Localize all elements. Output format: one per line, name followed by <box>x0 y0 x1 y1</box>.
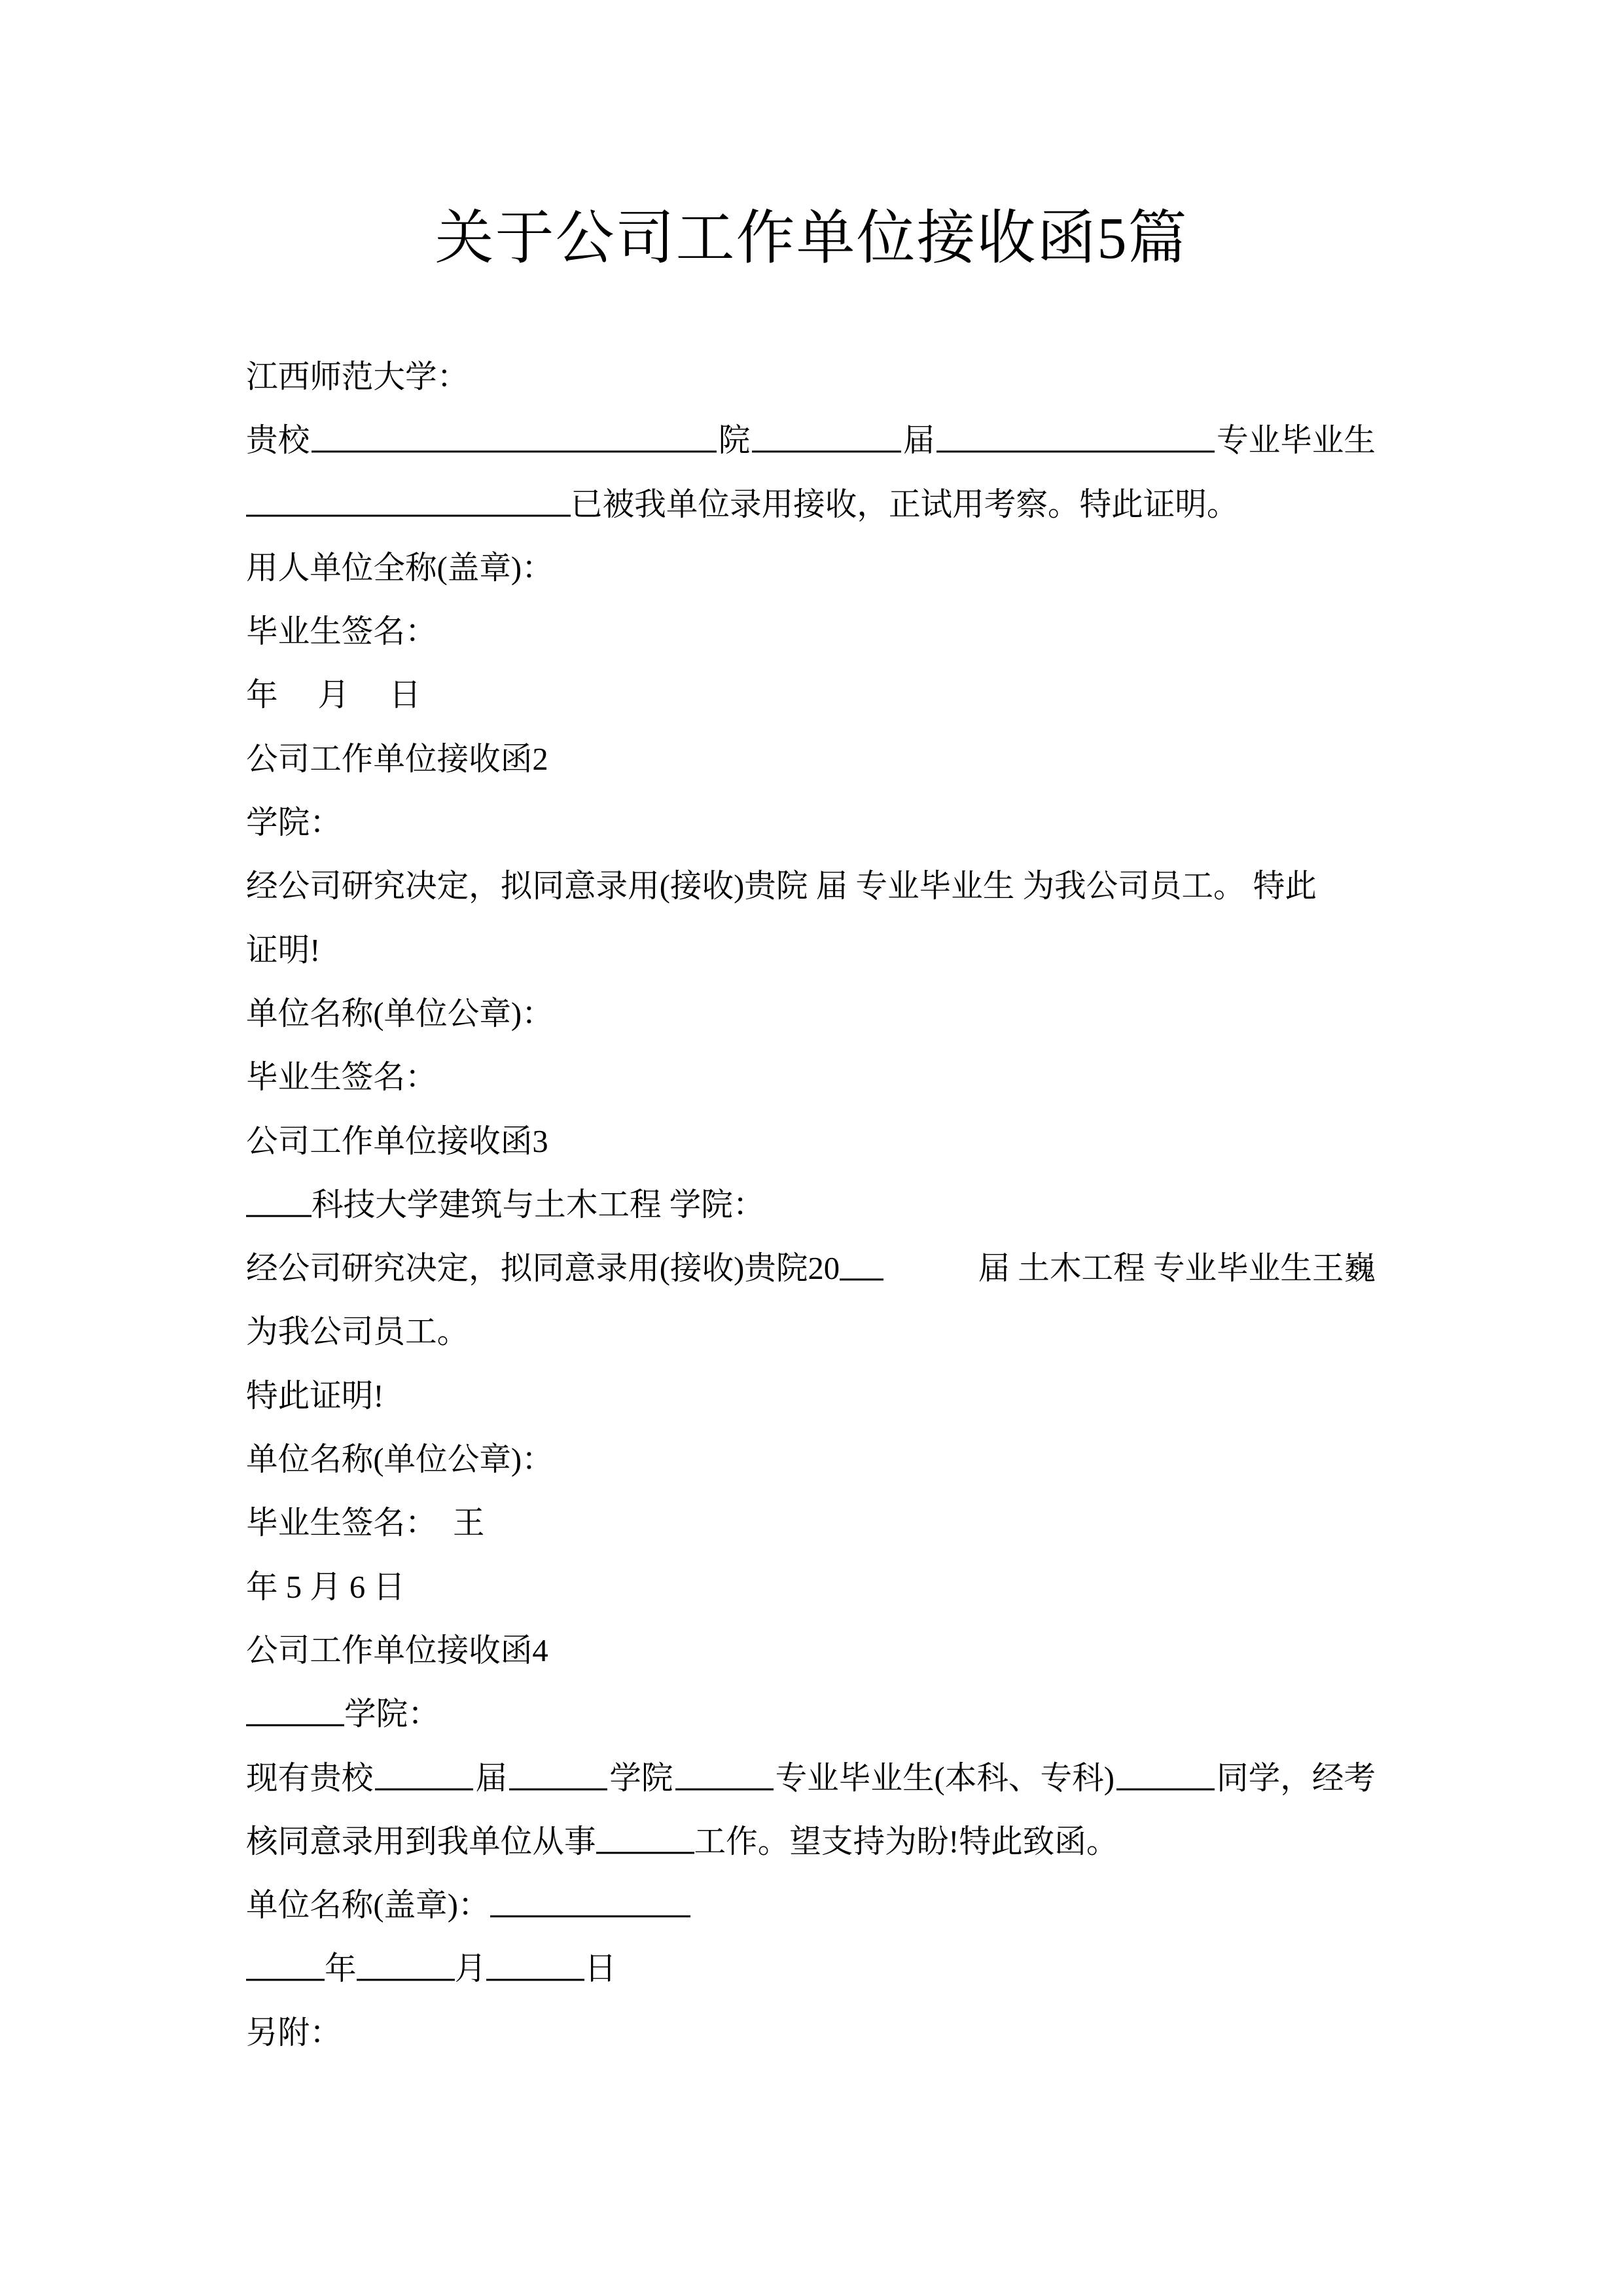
letter2-body-cont: 证明! <box>246 932 321 968</box>
section-heading-3: 公司工作单位接收函3 <box>246 1123 548 1159</box>
letter4-body-cont <box>246 1810 1376 1874</box>
text: 贵校 <box>246 423 310 459</box>
text: 届 土木工程 专业毕业生王巍 <box>978 1251 1376 1287</box>
graduate-signature-label: 毕业生签名： <box>246 1060 437 1096</box>
text: 专业毕业生(本科、专科) <box>775 1760 1115 1796</box>
text: 届 <box>902 423 935 459</box>
text: 现有贵校 <box>246 1760 374 1796</box>
blank-field <box>936 421 1215 453</box>
text: 核同意录用到我单位从事 <box>246 1823 596 1859</box>
blank-field <box>1116 1758 1215 1790</box>
document-title: 关于公司工作单位接收函5篇 <box>435 206 1188 271</box>
letter3-body <box>246 1237 1376 1300</box>
letter4-salutation <box>246 1683 1376 1746</box>
letter2-salutation: 学院： <box>246 805 342 841</box>
letter3-body-cont: 为我公司员工。 <box>246 1314 469 1350</box>
blank-field <box>312 421 717 453</box>
text: 专业毕业生 <box>1217 423 1376 459</box>
text: 月 <box>454 1951 487 1987</box>
text: 学院： <box>344 1696 440 1732</box>
blank-field <box>246 1185 312 1217</box>
letter4-body <box>246 1747 1376 1810</box>
unit-name-label: 单位名称(单位公章)： <box>246 996 554 1031</box>
blank-field <box>246 484 571 516</box>
unit-seal-line <box>246 1874 1376 1937</box>
section-heading-2: 公司工作单位接收函2 <box>246 741 548 777</box>
blank-field <box>375 1758 473 1790</box>
text: 院 <box>718 423 751 459</box>
text: 同学，经考 <box>1217 1760 1376 1796</box>
blank-field <box>675 1758 774 1790</box>
letter1-line <box>246 409 1376 473</box>
text: 经公司研究决定，拟同意录用(接收)贵院20 <box>246 1251 840 1287</box>
text: 已被我单位录用接收，正试用考察。特此证明。 <box>571 486 1239 522</box>
letter3-salutation <box>246 1174 1376 1237</box>
date-line: 年 月 日 <box>246 677 421 713</box>
date-line: 年 5 月 6 日 <box>246 1569 405 1605</box>
certification-text: 特此证明! <box>246 1378 384 1414</box>
blank-field <box>486 1949 584 1981</box>
blank-field <box>509 1758 607 1790</box>
text: 工作。望支持为盼!特此致函。 <box>694 1823 1118 1859</box>
section-heading-4: 公司工作单位接收函4 <box>246 1632 548 1668</box>
text: 单位名称(盖章)： <box>246 1888 490 1924</box>
text: 届 <box>475 1760 508 1796</box>
text: 日 <box>584 1951 616 1987</box>
graduate-signature-label: 毕业生签名： <box>246 614 437 650</box>
document-body <box>246 346 1376 2065</box>
blank-field <box>246 1695 344 1727</box>
letter2-body: 经公司研究决定，拟同意录用(接收)贵院 届 专业毕业生 为我公司员工。 特此 <box>246 869 1317 905</box>
blank-field <box>840 1248 883 1280</box>
date-line <box>246 1937 1376 2001</box>
letter1-line <box>246 473 1376 537</box>
employer-name-label: 用人单位全称(盖章)： <box>246 550 554 586</box>
blank-field <box>596 1821 694 1854</box>
blank-field <box>752 421 901 453</box>
text: 科技大学建筑与土木工程 学院： <box>312 1187 765 1223</box>
blank-field <box>246 1949 325 1981</box>
text: 学院 <box>609 1760 673 1796</box>
graduate-signature: 毕业生签名： 王 <box>246 1505 485 1541</box>
blank-field <box>490 1885 690 1917</box>
letter1-salutation: 江西师范大学： <box>246 359 469 395</box>
unit-name-label: 单位名称(单位公章)： <box>246 1442 554 1478</box>
appendix-label: 另附： <box>246 2015 342 2051</box>
text: 年 <box>325 1951 357 1987</box>
blank-field <box>357 1949 455 1981</box>
